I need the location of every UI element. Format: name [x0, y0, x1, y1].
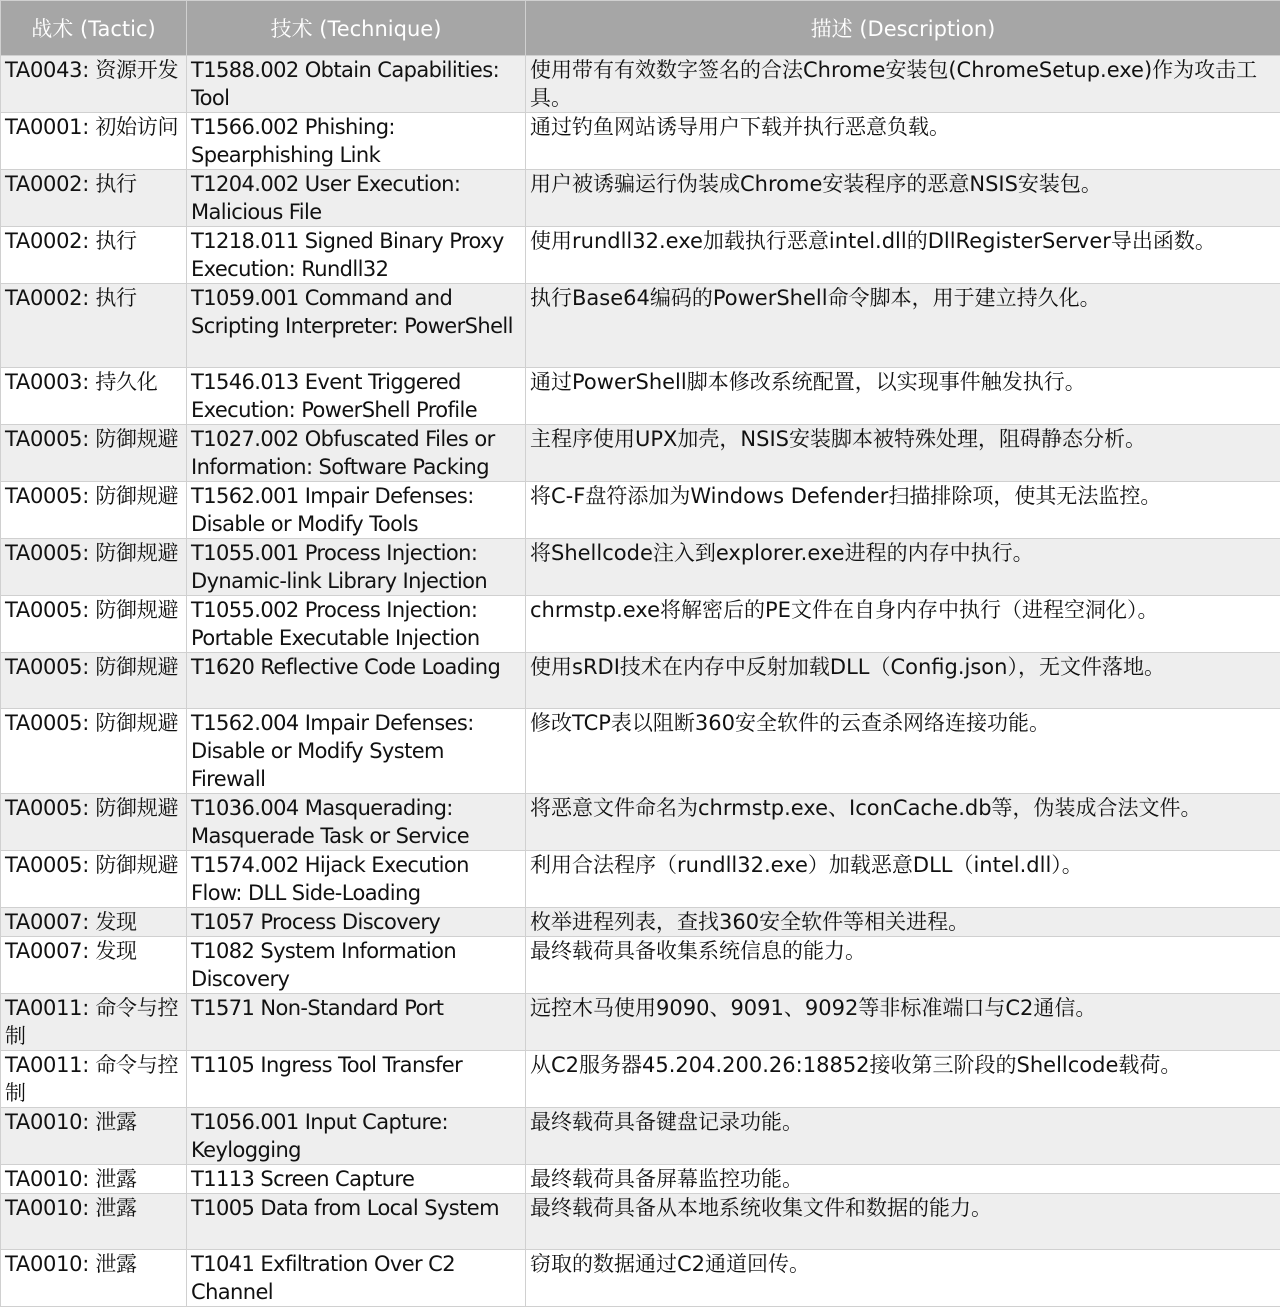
header-technique: 技术 (Technique) [187, 1, 526, 56]
tactic-cell: TA0007: 发现 [1, 937, 187, 994]
description-cell: 修改TCP表以阻断360安全软件的云查杀网络连接功能。 [526, 709, 1280, 794]
technique-cell: T1546.013 Event Triggered Execution: PowerShell Profile [187, 368, 526, 425]
tactic-cell: TA0005: 防御规避 [1, 794, 187, 851]
tactic-cell: TA0005: 防御规避 [1, 709, 187, 794]
description-cell: 通过钓鱼网站诱导用户下载并执行恶意负载。 [526, 113, 1280, 170]
table-row [1, 113, 1280, 170]
technique-cell: T1082 System Information Discovery [187, 937, 526, 994]
table-row [1, 368, 1280, 425]
table-row [1, 908, 1280, 937]
tactic-cell: TA0005: 防御规避 [1, 653, 187, 709]
description-cell: 枚举进程列表，查找360安全软件等相关进程。 [526, 908, 1280, 937]
description-cell: 最终载荷具备键盘记录功能。 [526, 1108, 1280, 1165]
description-cell: 从C2服务器45.204.200.26:18852接收第三阶段的Shellcode载荷。 [526, 1051, 1280, 1108]
table-row [1, 1165, 1280, 1194]
tactic-cell: TA0003: 持久化 [1, 368, 187, 425]
description-cell: 远控木马使用9090、9091、9092等非标准端口与C2通信。 [526, 994, 1280, 1051]
tactic-cell: TA0005: 防御规避 [1, 596, 187, 653]
table-row [1, 994, 1280, 1051]
description-cell: 最终载荷具备收集系统信息的能力。 [526, 937, 1280, 994]
tactic-cell: TA0005: 防御规避 [1, 539, 187, 596]
tactic-cell: TA0010: 泄露 [1, 1194, 187, 1250]
technique-cell: T1056.001 Input Capture: Keylogging [187, 1108, 526, 1165]
table-row [1, 170, 1280, 227]
table-row [1, 937, 1280, 994]
technique-cell: T1218.011 Signed Binary Proxy Execution: Rundll32 [187, 227, 526, 284]
table-row [1, 596, 1280, 653]
technique-cell: T1027.002 Obfuscated Files or Information: Software Packing [187, 425, 526, 482]
table-row [1, 425, 1280, 482]
technique-cell: T1055.002 Process Injection: Portable Executable Injection [187, 596, 526, 653]
header-description: 描述 (Description) [526, 1, 1280, 56]
technique-cell: T1036.004 Masquerading: Masquerade Task or Service [187, 794, 526, 851]
description-cell: 窃取的数据通过C2通道回传。 [526, 1250, 1280, 1307]
table-header [1, 1, 1280, 56]
header-tactic: 战术 (Tactic) [1, 1, 187, 56]
table-row [1, 482, 1280, 539]
tactic-cell: TA0011: 命令与控制 [1, 1051, 187, 1108]
description-cell: 将恶意文件命名为chrmstp.exe、IconCache.db等，伪装成合法文件。 [526, 794, 1280, 851]
description-cell: 使用带有有效数字签名的合法Chrome安装包(ChromeSetup.exe)作为攻击工具。 [526, 56, 1280, 113]
tactic-cell: TA0010: 泄露 [1, 1250, 187, 1307]
technique-cell: T1055.001 Process Injection: Dynamic-link Library Injection [187, 539, 526, 596]
technique-cell: T1105 Ingress Tool Transfer [187, 1051, 526, 1108]
table-row [1, 284, 1280, 368]
header-row [1, 1, 1280, 56]
tactic-cell: TA0010: 泄露 [1, 1108, 187, 1165]
technique-cell: T1574.002 Hijack Execution Flow: DLL Side-Loading [187, 851, 526, 908]
technique-cell: T1566.002 Phishing: Spearphishing Link [187, 113, 526, 170]
technique-cell: T1057 Process Discovery [187, 908, 526, 937]
tactic-cell: TA0005: 防御规避 [1, 425, 187, 482]
table-row [1, 539, 1280, 596]
table-row [1, 56, 1280, 113]
description-cell: 使用sRDI技术在内存中反射加载DLL（Config.json），无文件落地。 [526, 653, 1280, 709]
technique-cell: T1005 Data from Local System [187, 1194, 526, 1250]
technique-cell: T1041 Exfiltration Over C2 Channel [187, 1250, 526, 1307]
tactic-cell: TA0010: 泄露 [1, 1165, 187, 1194]
technique-cell: T1562.001 Impair Defenses: Disable or Modify Tools [187, 482, 526, 539]
description-cell: 最终载荷具备从本地系统收集文件和数据的能力。 [526, 1194, 1280, 1250]
table-row [1, 1194, 1280, 1250]
tactic-cell: TA0002: 执行 [1, 170, 187, 227]
table-row [1, 851, 1280, 908]
description-cell: 将Shellcode注入到explorer.exe进程的内存中执行。 [526, 539, 1280, 596]
tactic-cell: TA0005: 防御规避 [1, 482, 187, 539]
table-row [1, 227, 1280, 284]
description-cell: 执行Base64编码的PowerShell命令脚本，用于建立持久化。 [526, 284, 1280, 368]
technique-cell: T1620 Reflective Code Loading [187, 653, 526, 709]
table-row [1, 1051, 1280, 1108]
tactic-cell: TA0001: 初始访问 [1, 113, 187, 170]
technique-cell: T1562.004 Impair Defenses: Disable or Modify System Firewall [187, 709, 526, 794]
technique-cell: T1204.002 User Execution: Malicious File [187, 170, 526, 227]
tactic-cell: TA0043: 资源开发 [1, 56, 187, 113]
table-row [1, 653, 1280, 709]
description-cell: chrmstp.exe将解密后的PE文件在自身内存中执行（进程空洞化）。 [526, 596, 1280, 653]
technique-cell: T1059.001 Command and Scripting Interpreter: PowerShell [187, 284, 526, 368]
description-cell: 将C-F盘符添加为Windows Defender扫描排除项，使其无法监控。 [526, 482, 1280, 539]
description-cell: 主程序使用UPX加壳，NSIS安装脚本被特殊处理，阻碍静态分析。 [526, 425, 1280, 482]
table-row [1, 1250, 1280, 1307]
table-row [1, 709, 1280, 794]
description-cell: 通过PowerShell脚本修改系统配置，以实现事件触发执行。 [526, 368, 1280, 425]
technique-cell: T1588.002 Obtain Capabilities: Tool [187, 56, 526, 113]
tactic-cell: TA0005: 防御规避 [1, 851, 187, 908]
description-cell: 使用rundll32.exe加载执行恶意intel.dll的DllRegisterServer导出函数。 [526, 227, 1280, 284]
tactic-cell: TA0007: 发现 [1, 908, 187, 937]
description-cell: 用户被诱骗运行伪装成Chrome安装程序的恶意NSIS安装包。 [526, 170, 1280, 227]
table-row [1, 1108, 1280, 1165]
table-body [1, 56, 1280, 1307]
description-cell: 利用合法程序（rundll32.exe）加载恶意DLL（intel.dll）。 [526, 851, 1280, 908]
technique-cell: T1571 Non-Standard Port [187, 994, 526, 1051]
tactic-cell: TA0011: 命令与控制 [1, 994, 187, 1051]
table-row [1, 794, 1280, 851]
tactic-cell: TA0002: 执行 [1, 227, 187, 284]
technique-cell: T1113 Screen Capture [187, 1165, 526, 1194]
description-cell: 最终载荷具备屏幕监控功能。 [526, 1165, 1280, 1194]
tactic-cell: TA0002: 执行 [1, 284, 187, 368]
